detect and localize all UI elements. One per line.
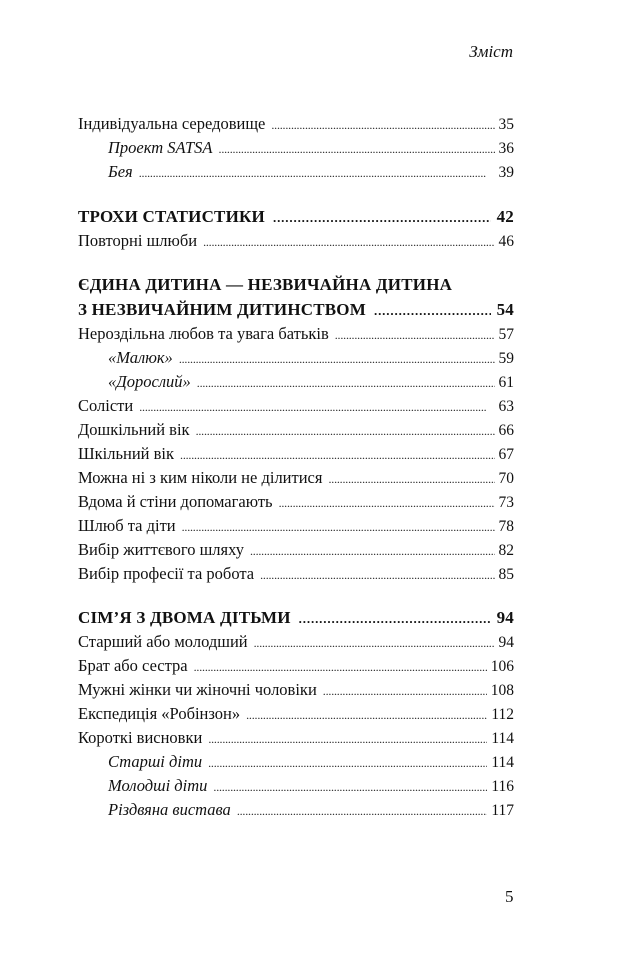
toc-entry-label: Експедиція «Робінзон» (78, 704, 241, 723)
toc-entry-page: 116 (491, 778, 514, 795)
dot-leader (203, 229, 494, 254)
toc-entry-page: 46 (498, 233, 514, 250)
toc-entry[interactable] (78, 702, 514, 726)
toc-entry-label: Солісти (78, 396, 134, 415)
toc-entry-page: 114 (491, 754, 514, 771)
toc-entry-page: 73 (498, 494, 514, 511)
toc-entry-label: Молодші діти (108, 776, 208, 795)
toc-entry-label: Короткі висновки (78, 728, 203, 747)
toc-entry-label: Вдома й стіни допомагають (78, 492, 273, 511)
dot-leader (250, 538, 495, 563)
toc-entry-page: 61 (498, 374, 514, 391)
toc-entry[interactable] (78, 442, 514, 466)
page-number: 5 (505, 887, 514, 906)
dot-leader (196, 418, 495, 443)
toc-entry-label: Шлюб та діти (78, 516, 176, 535)
toc-entry[interactable] (78, 630, 514, 654)
toc-entry[interactable] (78, 726, 514, 750)
section-title: СІМ’Я З ДВОМА ДІТЬМИ (78, 608, 291, 627)
toc-subentry[interactable] (78, 136, 514, 160)
toc-entry-label: «Малюк» (108, 348, 173, 367)
running-head: Зміст (469, 42, 513, 61)
dot-leader (219, 136, 495, 161)
dot-leader (208, 750, 487, 775)
dot-leader (254, 630, 495, 655)
toc-entry-page: 94 (498, 634, 514, 651)
toc-entry-page: 112 (491, 706, 514, 723)
toc-entry-page: 85 (498, 566, 514, 583)
section-title-line2: З НЕЗВИЧАЙНИМ ДИТИНСТВОМ (78, 300, 366, 319)
toc-entry[interactable] (78, 562, 514, 586)
toc-subentry[interactable] (78, 160, 514, 184)
dot-leader (273, 204, 491, 230)
toc-entry[interactable] (78, 322, 514, 346)
dot-leader (139, 160, 495, 185)
toc-entry-label: Можна ні з ким ніколи не ділитися (78, 468, 323, 487)
toc-entry-label: Дошкільний вік (78, 420, 190, 439)
toc-entry[interactable] (78, 466, 514, 490)
section-page: 54 (496, 300, 514, 319)
toc-entry-label: Мужні жінки чи жіночні чоловіки (78, 680, 317, 699)
toc-entry-label: Шкільний вік (78, 444, 175, 463)
toc-entry[interactable] (78, 418, 514, 442)
toc-entry[interactable] (78, 112, 514, 136)
toc-entry[interactable] (78, 229, 514, 253)
toc-entry-page: 67 (498, 446, 514, 463)
dot-leader (182, 514, 495, 539)
toc-entry-label: Вибір життєвого шляху (78, 540, 244, 559)
toc-entry-page: 66 (498, 422, 514, 439)
toc-entry-label: Індивідуальна середовище (78, 114, 266, 133)
toc-entry-page: 82 (498, 542, 514, 559)
toc-entry-page: 57 (498, 326, 514, 343)
toc-subentry[interactable] (78, 750, 514, 774)
toc-entry-label: Вибір професії та робота (78, 564, 255, 583)
toc-entry-page: 36 (498, 140, 514, 157)
dot-leader (279, 490, 495, 515)
toc-entry-page: 108 (490, 682, 514, 699)
toc-entry-page: 35 (498, 116, 514, 133)
dot-leader (246, 702, 487, 727)
toc-section-heading[interactable] (78, 297, 514, 322)
dot-leader (213, 774, 487, 799)
toc-section-heading[interactable] (78, 605, 514, 630)
section-page: 94 (496, 608, 514, 627)
dot-leader (180, 442, 494, 467)
dot-leader (335, 322, 495, 347)
toc-entry-label: Нероздільна любов та увага батьків (78, 324, 329, 343)
toc-entry-label: Бея (108, 162, 133, 181)
toc-entry-page: 78 (498, 518, 514, 535)
toc-entry-page: 59 (498, 350, 514, 367)
dot-leader (374, 297, 491, 323)
toc-subentry[interactable] (78, 798, 514, 822)
toc-entry-page: 117 (491, 802, 514, 819)
toc-entry[interactable] (78, 514, 514, 538)
dot-leader (237, 798, 488, 823)
toc-entry[interactable] (78, 654, 514, 678)
dot-leader (179, 346, 495, 371)
dot-leader (194, 654, 487, 679)
toc-subentry[interactable] (78, 774, 514, 798)
toc-subentry[interactable] (78, 370, 514, 394)
toc-entry[interactable] (78, 394, 514, 418)
toc-entry[interactable] (78, 538, 514, 562)
dot-leader (299, 605, 491, 631)
toc-section-heading[interactable] (78, 204, 514, 229)
toc-entry-label: Різдвяна вистава (108, 800, 231, 819)
section-title: ТРОХИ СТАТИСТИКИ (78, 207, 265, 226)
toc-entry-label: Повторні шлюби (78, 231, 198, 250)
toc-entry-page: 70 (498, 470, 514, 487)
toc-entry-label: Старший або молодший (78, 632, 248, 651)
dot-leader (328, 466, 494, 491)
toc-entry-label: Старші діти (108, 752, 203, 771)
toc-entry-page: 114 (491, 730, 514, 747)
toc-entry-page: 106 (490, 658, 514, 675)
dot-leader (271, 112, 494, 137)
toc-entry-page: 39 (498, 164, 514, 181)
dot-leader (139, 394, 494, 419)
dot-leader (208, 726, 487, 751)
section-title-line1[interactable]: ЄДИНА ДИТИНА — НЕЗВИЧАЙНА ДИТИНА (78, 275, 453, 294)
table-of-contents (78, 112, 514, 822)
dot-leader (323, 678, 487, 703)
toc-subentry[interactable] (78, 346, 514, 370)
toc-entry-label: Проект SATSA (108, 138, 213, 157)
toc-entry-page: 63 (498, 398, 514, 415)
toc-entry-label: «Дорослий» (108, 372, 191, 391)
section-page: 42 (496, 207, 514, 226)
toc-entry-label: Брат або сестра (78, 656, 188, 675)
toc-entry[interactable] (78, 490, 514, 514)
dot-leader (197, 370, 495, 395)
dot-leader (260, 562, 494, 587)
toc-entry[interactable] (78, 678, 514, 702)
